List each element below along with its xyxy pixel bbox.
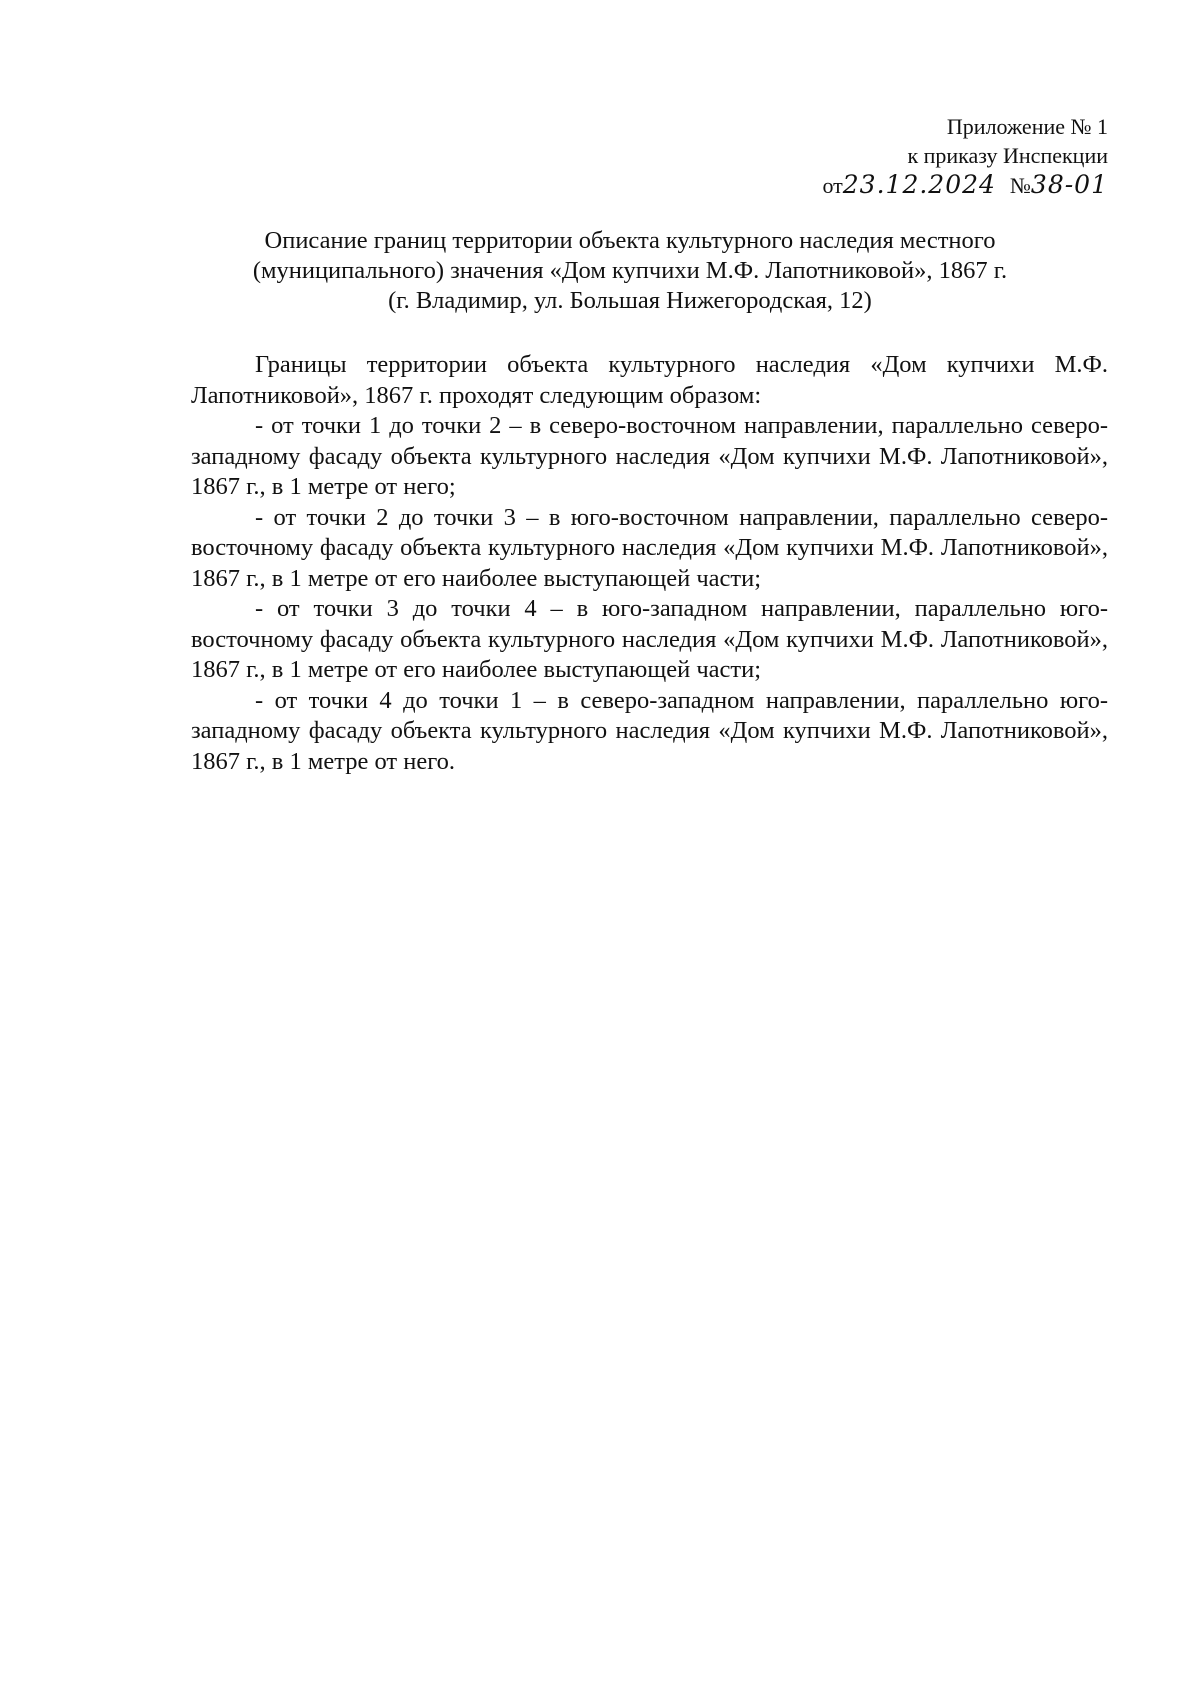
- boundary-segment-3-4: - от точки 3 до точки 4 – в юго-западном направлении, параллельно юго-восточному фасаду объекта культурного наследия «Дом купчихи М.Ф. Лапотниковой», 1867 г., в 1 метре от его наиболее выступающей части;: [191, 595, 1108, 683]
- number-prefix: №: [1009, 173, 1031, 198]
- annex-label: Приложение № 1: [946, 114, 1108, 139]
- intro-paragraph: Границы территории объекта культурного наследия «Дом купчихи М.Ф. Лапотниковой», 1867 г. проходят следующим образом:: [191, 351, 1108, 409]
- handwritten-number: 38-01: [1030, 170, 1108, 199]
- annex-date-number: [822, 170, 1108, 200]
- annex-order-reference: к приказу Инспекции: [907, 143, 1108, 168]
- boundary-segment-2-3: - от точки 2 до точки 3 – в юго-восточном направлении, параллельно северо-восточному фасаду объекта культурного наследия «Дом купчихи М.Ф. Лапотниковой», 1867 г., в 1 метре от его наиболее выступающей части;: [191, 503, 1108, 592]
- boundary-segment-1-2: - от точки 1 до точки 2 – в северо-восточном направлении, параллельно северо-западному фасаду объекта культурного наследия «Дом купчихи М.Ф. Лапотниковой», 1867 г., в 1 метре от него;: [191, 412, 1108, 500]
- handwritten-date: 23.12.2024: [842, 170, 996, 199]
- title-line-1: Описание границ территории объекта культурного наследия местного: [264, 227, 996, 254]
- title-line-3: (г. Владимир, ул. Большая Нижегородская, 12): [388, 287, 872, 314]
- boundary-segment-4-1: - от точки 4 до точки 1 – в северо-западном направлении, параллельно юго-западному фасаду объекта культурного наследия «Дом купчихи М.Ф. Лапотниковой», 1867 г., в 1 метре от него.: [191, 686, 1108, 775]
- title-line-2: (муниципального) значения «Дом купчихи М.Ф. Лапотниковой», 1867 г.: [252, 257, 1008, 284]
- annex-header: [822, 112, 1108, 200]
- document-body: [191, 350, 1108, 777]
- date-prefix: от: [822, 173, 843, 198]
- document-title: [180, 226, 1080, 316]
